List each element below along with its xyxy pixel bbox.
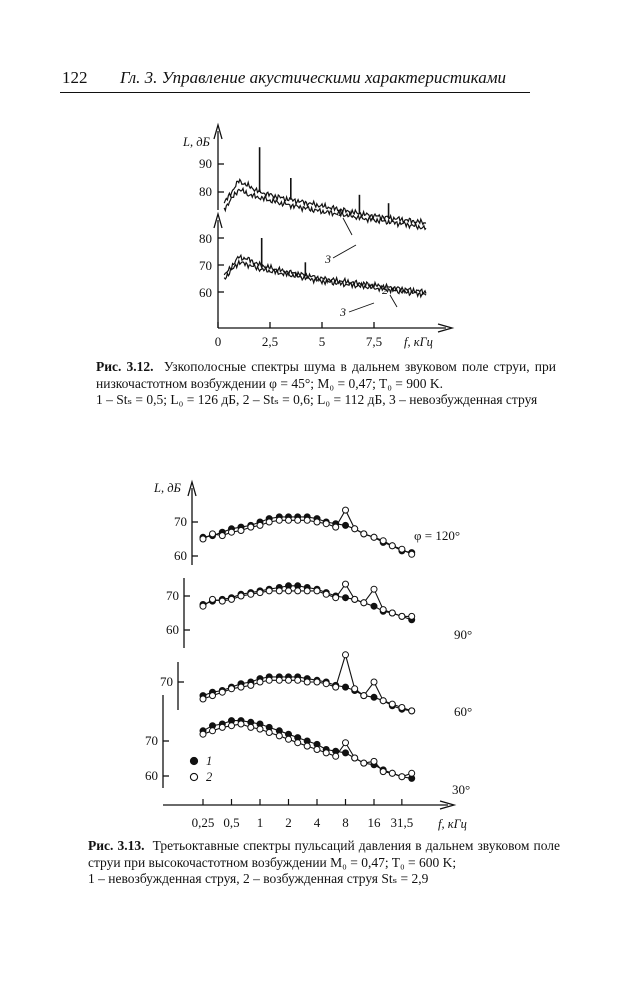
fig2-panel3-point-2-17 bbox=[361, 760, 367, 766]
fig2-panel2-point-2-4 bbox=[238, 684, 244, 690]
fig2-panel1-point-2-9 bbox=[286, 588, 292, 594]
page-number: 122 bbox=[62, 68, 88, 87]
fig2-panel0-point-2-16 bbox=[352, 526, 358, 532]
fig2-panel0-point-2-1 bbox=[210, 531, 216, 537]
fig1-curve-1 bbox=[224, 180, 426, 225]
fig2-ytick-label-120-70: 70 bbox=[174, 514, 187, 529]
fig2-panel3-point-2-19 bbox=[380, 769, 386, 775]
fig1-ytick-label-70: 70 bbox=[199, 258, 212, 273]
fig2-panel0-point-2-3 bbox=[229, 529, 235, 535]
figure-3-12 bbox=[0, 115, 640, 475]
fig2-angle-label-30: 30° bbox=[452, 782, 471, 797]
fig2-legend-marker-open bbox=[190, 773, 197, 780]
fig2-panel2-point-2-20 bbox=[389, 701, 395, 707]
fig2-xtick-label-3: 2 bbox=[285, 815, 292, 830]
fig2-panel2-point-2-11 bbox=[304, 679, 310, 685]
fig2-panel2-point-2-3 bbox=[229, 686, 235, 692]
fig2-panel2-point-2-10 bbox=[295, 677, 301, 683]
fig2-panel2-point-2-16 bbox=[352, 686, 358, 692]
fig1-curve-leader-1 bbox=[343, 218, 352, 235]
fig2-xtick-label-2: 1 bbox=[256, 815, 264, 830]
fig2-panel3-point-2-0 bbox=[200, 731, 206, 737]
fig2-panel2-point-2-2 bbox=[219, 689, 225, 695]
fig2-panel0-point-2-8 bbox=[276, 517, 282, 523]
fig2-panel1-point-2-18 bbox=[371, 586, 377, 592]
fig2-panel1-point-2-10 bbox=[295, 588, 301, 594]
fig2-panel0-point-2-15 bbox=[343, 507, 349, 513]
fig2-panel1-point-2-8 bbox=[276, 588, 282, 594]
fig2-panel3-point-2-6 bbox=[257, 726, 263, 732]
fig2-panel3-point-2-18 bbox=[371, 758, 377, 764]
fig2-panel2-point-2-9 bbox=[286, 677, 292, 683]
fig2-panel3-point-2-9 bbox=[286, 736, 292, 742]
fig2-panel1-point-2-11 bbox=[304, 588, 310, 594]
fig2-panel1-point-2-12 bbox=[314, 588, 320, 594]
fig2-panel2-point-2-14 bbox=[333, 684, 339, 690]
fig2-panel2-point-2-6 bbox=[257, 679, 263, 685]
fig2-panel0-point-2-13 bbox=[323, 521, 329, 527]
fig2-panel3-point-2-8 bbox=[276, 733, 282, 739]
fig2-ytick-label-90-60: 60 bbox=[166, 622, 179, 637]
fig2-panel0-point-2-7 bbox=[266, 519, 272, 525]
fig1-curves bbox=[224, 147, 426, 297]
fig1-ytick-label-60: 60 bbox=[199, 285, 212, 300]
fig1-xtick-label-0: 0 bbox=[214, 334, 222, 349]
fig2-panel1-point-2-14 bbox=[333, 595, 339, 601]
fig1-curve-leader-3-upper bbox=[333, 245, 356, 258]
fig2-ytick-label-30-70: 70 bbox=[145, 733, 158, 748]
fig2-ytick-label-60-70: 70 bbox=[160, 674, 173, 689]
fig1-xtick-label-5: 5 bbox=[318, 334, 326, 349]
fig1-caption bbox=[96, 359, 556, 409]
fig2-panel0-point-2-6 bbox=[257, 522, 263, 528]
fig2-xtick-label-5: 8 bbox=[342, 815, 349, 830]
fig2-panel0-point-2-20 bbox=[389, 543, 395, 549]
fig2-panel2-point-2-17 bbox=[361, 693, 367, 699]
fig2-xtick-label-7: 31,5 bbox=[390, 815, 414, 830]
figure-3-13 bbox=[0, 470, 640, 840]
fig1-curve-label-2: 2 bbox=[382, 283, 388, 297]
fig1-ytick-label-80b: 80 bbox=[199, 231, 212, 246]
header-rule bbox=[60, 92, 530, 93]
fig2-panel3-point-2-10 bbox=[295, 740, 301, 746]
fig2-panel3-point-2-22 bbox=[409, 770, 415, 776]
fig2-panel3-series-2 bbox=[203, 724, 412, 777]
fig2-panel0-point-2-22 bbox=[409, 551, 415, 557]
fig2-panel3-point-2-3 bbox=[229, 723, 235, 729]
fig2-panel0-point-2-21 bbox=[399, 546, 405, 552]
fig2-ytick-label-90-70: 70 bbox=[166, 588, 179, 603]
fig2-panel1-point-1-15 bbox=[343, 595, 349, 601]
fig2-panel0-point-2-9 bbox=[286, 517, 292, 523]
fig2-panel2-point-2-12 bbox=[314, 679, 320, 685]
fig2-panel1-point-2-5 bbox=[248, 591, 254, 597]
fig2-panel0-point-2-2 bbox=[219, 533, 225, 539]
fig2-panel2-point-2-18 bbox=[371, 679, 377, 685]
fig2-panel2-point-2-21 bbox=[399, 705, 405, 711]
fig2-ytick-label-120-60: 60 bbox=[174, 548, 187, 563]
fig2-panel0-point-2-0 bbox=[200, 536, 206, 542]
fig2-panel2-point-2-13 bbox=[323, 681, 329, 687]
fig2-panel0-point-2-17 bbox=[361, 531, 367, 537]
fig2-panel1-point-2-2 bbox=[219, 598, 225, 604]
fig2-panel3-point-2-1 bbox=[210, 728, 216, 734]
fig2-legend-label-1: 1 bbox=[206, 754, 213, 768]
fig2-panel1-point-2-19 bbox=[380, 607, 386, 613]
fig2-panel3-point-2-21 bbox=[399, 774, 405, 780]
fig2-panel3-point-2-14 bbox=[333, 753, 339, 759]
fig2-panel1-point-2-6 bbox=[257, 590, 263, 596]
fig2-caption-label: Рис. 3.13. bbox=[88, 838, 145, 853]
fig2-panel2-point-1-18 bbox=[371, 694, 377, 700]
fig2-panel3-point-1-15 bbox=[343, 750, 349, 756]
fig2-panel0-point-2-11 bbox=[304, 517, 310, 523]
fig2-panel1-point-2-21 bbox=[399, 613, 405, 619]
fig2-panel1-point-2-15 bbox=[343, 581, 349, 587]
fig2-panel0-point-2-18 bbox=[371, 534, 377, 540]
fig2-caption-legend: 1 – невозбужденная струя, 2 – возбужденная струя Stₛ = 2,9 bbox=[88, 871, 429, 886]
fig2-panel1-point-2-7 bbox=[266, 588, 272, 594]
fig2-angle-label-90: 90° bbox=[454, 627, 473, 642]
fig1-y-axis-label: L, дБ bbox=[183, 135, 210, 149]
fig2-legend-marker-filled bbox=[190, 757, 197, 764]
fig1-ytick-label-90: 90 bbox=[199, 156, 212, 171]
fig2-panel3-point-2-15 bbox=[343, 740, 349, 746]
fig2-panel1-point-2-16 bbox=[352, 596, 358, 602]
fig2-panel2-point-1-15 bbox=[343, 684, 349, 690]
running-title: Гл. 3. Управление акустическими характеристиками bbox=[120, 68, 507, 87]
fig2-panel2-point-2-8 bbox=[276, 677, 282, 683]
fig2-panel2-point-2-22 bbox=[409, 708, 415, 714]
fig2-panel3-point-2-13 bbox=[323, 750, 329, 756]
fig2-angle-label-60: 60° bbox=[454, 704, 473, 719]
fig1-curve-label-3-upper: 3 bbox=[325, 252, 331, 266]
fig2-panel2-point-2-0 bbox=[200, 696, 206, 702]
fig2-panel1-point-2-13 bbox=[323, 591, 329, 597]
fig1-xtick-label-7-5: 7,5 bbox=[365, 334, 383, 349]
fig1-curve-label-1: 1 bbox=[337, 205, 343, 219]
fig2-x-ticks bbox=[192, 799, 414, 830]
fig1-curve-leader-3-lower bbox=[349, 303, 374, 312]
fig1-curve-2 bbox=[224, 188, 426, 229]
fig2-xtick-label-0: 0,25 bbox=[191, 815, 215, 830]
fig1-curve-label-3-lower: 3 bbox=[340, 305, 346, 319]
fig2-panel1-point-2-1 bbox=[210, 596, 216, 602]
fig2-xtick-label-6: 16 bbox=[367, 815, 381, 830]
fig2-caption bbox=[88, 838, 560, 888]
fig2-panel1-point-2-20 bbox=[389, 610, 395, 616]
fig2-panel2-point-2-5 bbox=[248, 682, 254, 688]
fig2-panel0-point-2-10 bbox=[295, 517, 301, 523]
fig2-panel2-point-2-19 bbox=[380, 698, 386, 704]
fig2-panel2-point-2-7 bbox=[266, 677, 272, 683]
fig2-panel1-point-1-18 bbox=[371, 603, 377, 609]
fig2-panel3-point-2-5 bbox=[248, 724, 254, 730]
fig2-panel3-point-2-12 bbox=[314, 747, 320, 753]
fig1-caption-text: Узкополосные спектры шума в дальнем звуковом поле струи, при низкочастотном возбуждении φ = 45°; M₀ = 0,47; T₀ = 900 K. bbox=[96, 359, 556, 391]
fig2-angle-label-120: φ = 120° bbox=[414, 528, 461, 543]
fig2-panel0-point-2-4 bbox=[238, 528, 244, 534]
fig2-panel1-point-2-17 bbox=[361, 600, 367, 606]
fig1-axes bbox=[214, 125, 452, 332]
fig1-caption-label: Рис. 3.12. bbox=[96, 359, 154, 374]
fig2-panel2-point-2-1 bbox=[210, 693, 216, 699]
fig1-curve-leader-2 bbox=[390, 295, 397, 307]
fig2-panel3-point-2-20 bbox=[389, 770, 395, 776]
fig2-panel0-point-2-12 bbox=[314, 519, 320, 525]
fig2-x-axis-label: f, кГц bbox=[438, 817, 467, 831]
fig1-x-axis-label: f, кГц bbox=[404, 335, 433, 349]
fig2-caption-text: Третьоктавные спектры пульсаций давления в дальнем звуковом поле струи при высокочастотном возбуждении M₀ = 0,47; T₀ = 600 K; bbox=[88, 838, 560, 870]
fig2-panel3-point-2-11 bbox=[304, 743, 310, 749]
fig2-panel0-point-2-19 bbox=[380, 538, 386, 544]
fig2-panel3-point-2-16 bbox=[352, 755, 358, 761]
fig2-panel0-point-2-5 bbox=[248, 524, 254, 530]
fig2-panel0-point-2-14 bbox=[333, 524, 339, 530]
fig2-panel3-point-2-2 bbox=[219, 724, 225, 730]
fig2-panel1-point-2-4 bbox=[238, 593, 244, 599]
fig2-xtick-label-1: 0,5 bbox=[223, 815, 240, 830]
fig2-panel1-point-2-22 bbox=[409, 613, 415, 619]
fig2-curves bbox=[200, 507, 415, 781]
fig2-xtick-label-4: 4 bbox=[313, 815, 321, 830]
fig2-y-axis-label: L, дБ bbox=[154, 481, 181, 495]
fig2-panel3-point-2-4 bbox=[238, 721, 244, 727]
fig2-panel1-point-2-0 bbox=[200, 603, 206, 609]
fig2-panel0-point-1-15 bbox=[343, 522, 349, 528]
fig1-xtick-label-2-5: 2,5 bbox=[261, 334, 279, 349]
fig2-legend-label-2: 2 bbox=[206, 770, 213, 784]
fig2-ytick-label-30-60: 60 bbox=[145, 768, 158, 783]
fig1-ytick-label-80: 80 bbox=[199, 184, 212, 199]
fig2-panel2-point-2-15 bbox=[343, 652, 349, 658]
fig2-panel3-point-2-7 bbox=[266, 730, 272, 736]
fig1-caption-legend: 1 – Stₛ = 0,5; L₀ = 126 дБ, 2 – Stₛ = 0,6; L₀ = 112 дБ, 3 – невозбужденная струя bbox=[96, 392, 538, 407]
fig2-panel1-point-2-3 bbox=[229, 596, 235, 602]
